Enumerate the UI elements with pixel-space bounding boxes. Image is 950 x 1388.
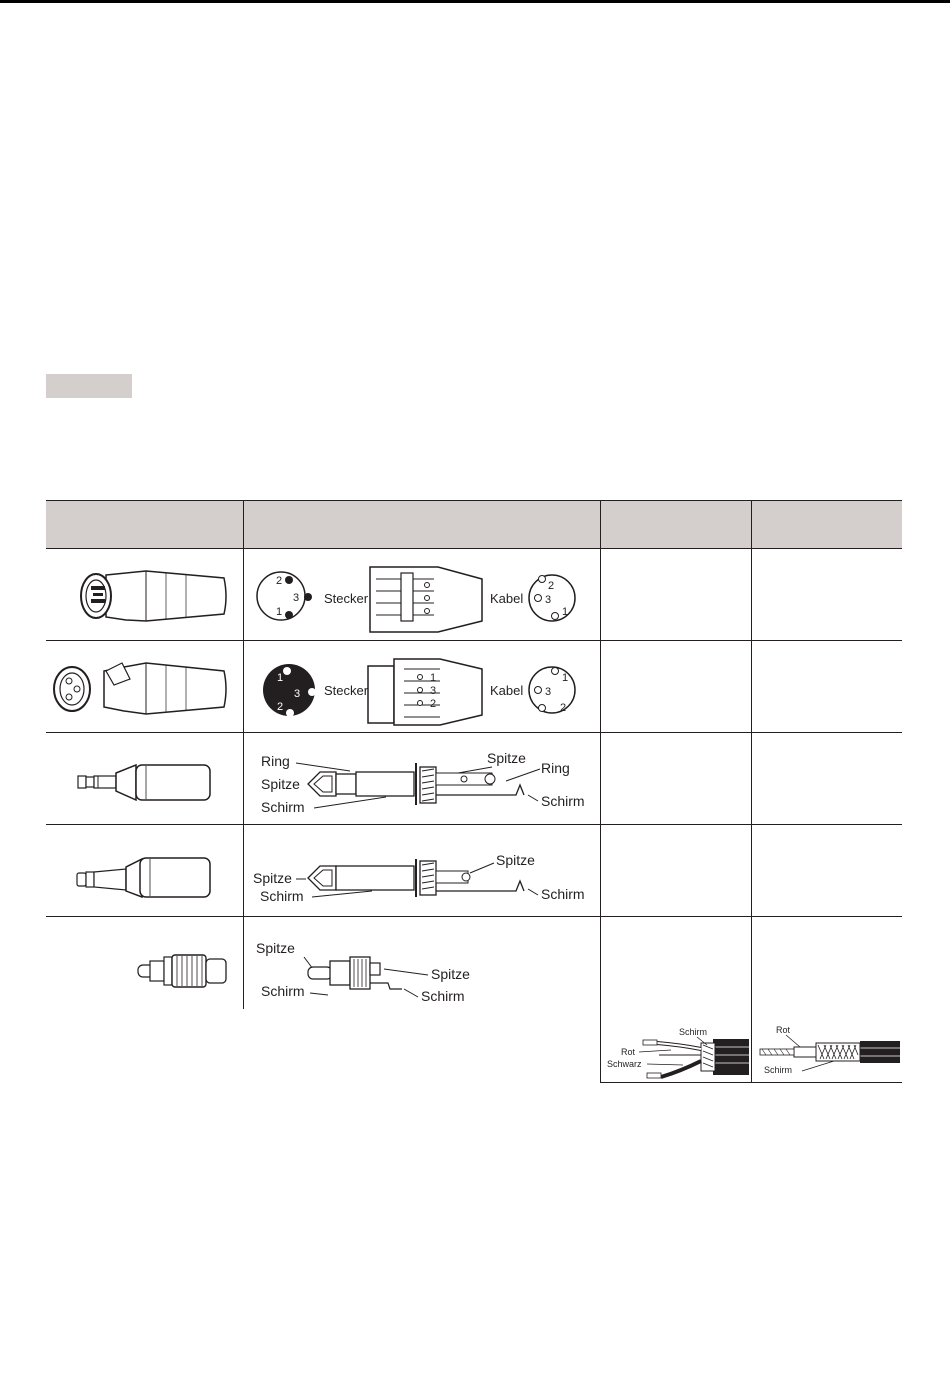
wiring-cell [243, 549, 600, 641]
schirm-label: Schirm [763, 1064, 792, 1075]
cable-row [46, 1009, 902, 1083]
wiring-cell [243, 733, 600, 825]
spitze-label: Spitze [495, 852, 535, 868]
xlr-female-wiring-diagram [244, 641, 600, 732]
table-row [46, 549, 902, 641]
balanced-cable-cell [600, 1009, 751, 1083]
pin-label: 1 [561, 606, 568, 618]
schirm-label: Schirm [260, 983, 305, 1000]
rot-label: Rot [775, 1024, 790, 1035]
balanced-cell [600, 549, 751, 641]
spitze-label: Spitze [255, 940, 295, 957]
unbalanced-cell [751, 825, 902, 917]
schirm-label: Schirm [420, 988, 465, 1005]
table-row [46, 825, 902, 917]
balanced-cell [600, 825, 751, 917]
mono-jack-connector-image [46, 825, 242, 916]
kabel-label: Kabel [489, 683, 523, 698]
schirm-label: Schirm [540, 793, 585, 809]
unbalanced-cell [751, 549, 902, 641]
xlr-male-wiring-diagram [244, 549, 600, 640]
spitze-label: Spitze [430, 966, 470, 983]
spitze-label: Spitze [252, 870, 292, 886]
table-row [46, 917, 902, 1009]
xlr-male-connector-image [46, 549, 242, 640]
section-label-box [46, 374, 132, 398]
header-cell-unbalanced [751, 501, 902, 549]
spitze-label: Spitze [260, 776, 300, 792]
balanced-cable-diagram [601, 1009, 751, 1082]
mono-jack-wiring-diagram [244, 825, 600, 916]
pin-label: 3 [544, 594, 551, 606]
header-cell-connector [46, 501, 243, 549]
ring-label: Ring [260, 753, 290, 769]
balanced-cell [600, 733, 751, 825]
rot-label: Rot [620, 1046, 635, 1057]
table-row [46, 733, 902, 825]
ring-label: Ring [540, 760, 570, 776]
schirm-label: Schirm [259, 888, 304, 904]
unbalanced-cable-diagram [752, 1009, 902, 1082]
stecker-label: Stecker [323, 683, 368, 698]
unbalanced-cell [751, 641, 902, 733]
stecker-label: Stecker [323, 591, 368, 606]
pin-label: 2 [275, 575, 282, 587]
connector-wiring-table [46, 500, 902, 1083]
pin-label: 3 [429, 685, 436, 697]
header-cell-wiring [243, 501, 600, 549]
pin-label: 1 [276, 672, 283, 684]
unbalanced-cell [751, 917, 902, 1009]
stereo-jack-wiring-diagram [244, 733, 600, 824]
pin-label: 1 [561, 672, 568, 684]
balanced-cell [600, 917, 751, 1009]
unbalanced-cell [751, 733, 902, 825]
schirm-label: Schirm [260, 799, 305, 815]
wiring-cell [243, 641, 600, 733]
pin-label: 1 [429, 672, 436, 684]
blank-cell [46, 1009, 243, 1083]
connector-cell [46, 641, 243, 733]
wiring-cell [243, 917, 600, 1009]
pin-label: 3 [292, 592, 299, 604]
schirm-label: Schirm [678, 1026, 707, 1037]
pin-label: 1 [275, 606, 282, 618]
pin-label: 2 [559, 702, 566, 714]
blank-cell [243, 1009, 600, 1083]
pin-label: 2 [429, 698, 436, 710]
unbalanced-cable-cell [751, 1009, 902, 1083]
header-cell-balanced [600, 501, 751, 549]
connector-cell [46, 733, 243, 825]
top-rule [0, 0, 950, 3]
pin-label: 2 [276, 701, 283, 713]
wiring-cell [243, 825, 600, 917]
rca-connector-image [46, 917, 242, 1008]
xlr-female-connector-image [46, 641, 242, 732]
connector-cell [46, 825, 243, 917]
stereo-jack-connector-image [46, 733, 242, 824]
table-header-row [46, 501, 902, 549]
kabel-label: Kabel [489, 591, 523, 606]
pin-label: 3 [293, 688, 300, 700]
pin-label: 3 [544, 686, 551, 698]
table-row [46, 641, 902, 733]
balanced-cell [600, 641, 751, 733]
pin-label: 2 [547, 580, 554, 592]
spitze-label: Spitze [486, 750, 526, 766]
schirm-label: Schirm [540, 886, 585, 902]
connector-cell [46, 917, 243, 1009]
connector-cell [46, 549, 243, 641]
rca-wiring-diagram [244, 917, 600, 1008]
schwarz-label: Schwarz [606, 1058, 642, 1069]
